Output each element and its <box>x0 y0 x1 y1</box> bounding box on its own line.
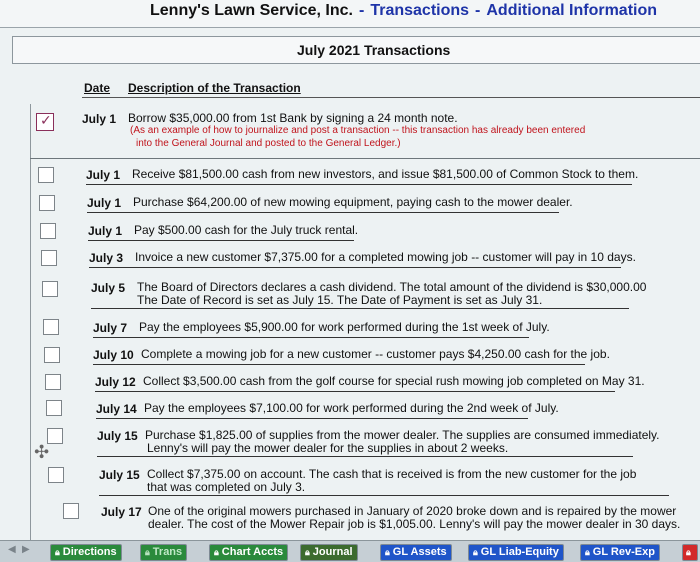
tab-trans[interactable] <box>140 544 187 561</box>
tab-gl-liab-equity[interactable] <box>468 544 564 561</box>
lock-icon: 🔒︎ <box>305 547 310 557</box>
transaction-date: July 17 <box>101 505 142 519</box>
transaction-checkbox[interactable] <box>44 347 60 363</box>
transaction-description: Collect $7,375.00 on account. The cash that is received is from the new customer for the job <box>147 467 637 481</box>
month-band <box>12 36 700 64</box>
transaction-date: July 1 <box>87 196 122 210</box>
transaction-checkbox[interactable] <box>40 223 56 239</box>
transaction-checkbox[interactable] <box>63 503 79 519</box>
row-underline <box>88 240 354 241</box>
transaction-description: Pay the employees $7,100.00 for work performed during the 2nd week of July. <box>144 401 559 415</box>
transaction-date: July 1 <box>88 224 123 238</box>
lock-icon: 🔒︎ <box>385 547 390 557</box>
lock-icon: 🔒︎ <box>214 547 219 557</box>
transaction-description: Pay the employees $5,900.00 for work performed during the 1st week of July. <box>139 320 550 334</box>
transaction-description: Purchase $64,200.00 of new mowing equipment, paying cash to the mower dealer. <box>133 195 573 209</box>
tab-label: Trans <box>152 546 183 558</box>
transaction-date: July 15 <box>97 429 138 443</box>
example-note: (As an example of how to journalize and post a transaction -- this transaction has already been entered <box>130 125 586 136</box>
transaction-date: July 3 <box>89 251 124 265</box>
transaction-checkbox[interactable] <box>41 250 57 266</box>
tab-label: GL Assets <box>392 546 447 558</box>
row-underline <box>87 212 559 213</box>
tab-chart-accts[interactable] <box>209 544 288 561</box>
title-separator: - <box>475 2 481 19</box>
tab-directions[interactable] <box>50 544 122 561</box>
transaction-date: July 7 <box>93 321 128 335</box>
row-underline <box>95 391 615 392</box>
example-description: Borrow $35,000.00 from 1st Bank by signing a 24 month note. <box>128 111 458 125</box>
lock-icon: 🔒︎ <box>145 547 150 557</box>
title-separator: - <box>359 2 365 19</box>
tab-label: Journal <box>312 546 353 558</box>
title-additional-information: Additional Information <box>486 2 658 19</box>
sheet-tab-bar <box>0 540 700 562</box>
description-column-header: Description of the Transaction <box>128 81 301 95</box>
month-title: July 2021 Transactions <box>297 42 451 58</box>
title-transactions: Transactions <box>370 2 470 19</box>
tab-locked-extra[interactable] <box>682 544 698 561</box>
tab-gl-rev-exp[interactable] <box>580 544 660 561</box>
transaction-description: The Board of Directors declares a cash dividend. The total amount of the dividend is $30,000.00 <box>137 280 647 294</box>
tab-label: Directions <box>62 546 117 558</box>
row-underline <box>97 456 633 457</box>
transaction-description: Receive $81,500.00 cash from new investors, and issue $81,500.00 of Common Stock to them. <box>132 167 639 181</box>
checkmark-icon: ✓ <box>40 112 52 128</box>
transaction-checkbox[interactable] <box>46 400 62 416</box>
transaction-description: Collect $3,500.00 cash from the golf course for special rush mowing job completed on May 31. <box>143 374 645 388</box>
move-cursor-icon: ✣ <box>34 442 50 462</box>
lock-icon: 🔒︎ <box>473 547 478 557</box>
transaction-description: The Date of Record is set as July 15. The Date of Payment is set as July 31. <box>137 293 543 307</box>
transaction-date: July 15 <box>99 468 140 482</box>
tab-gl-assets[interactable] <box>380 544 452 561</box>
transaction-checkbox[interactable] <box>39 195 55 211</box>
transaction-date: July 1 <box>86 168 121 182</box>
row-underline <box>91 308 629 309</box>
transaction-description: that was completed on July 3. <box>147 480 306 494</box>
transaction-checkbox[interactable] <box>38 167 54 183</box>
transaction-description: Purchase $1,825.00 of supplies from the mower dealer. The supplies are consumed immediately. <box>145 428 660 442</box>
row-divider <box>30 158 700 159</box>
transaction-description: Complete a mowing job for a new customer -- customer pays $4,250.00 cash for the job. <box>141 347 610 361</box>
transaction-description: Invoice a new customer $7,375.00 for a completed mowing job -- customer will pay in 10 days. <box>135 250 636 264</box>
transaction-checkbox[interactable] <box>48 467 64 483</box>
tab-label: Chart Accts <box>221 546 284 558</box>
tab-label: GL Liab-Equity <box>480 546 559 558</box>
lock-icon: 🔒︎ <box>585 547 590 557</box>
transaction-description: dealer. The cost of the Mower Repair job is $1,005.00. Lenny's will pay the mower dealer in 30 days. <box>148 517 681 531</box>
row-underline <box>89 267 621 268</box>
transaction-description: Lenny's will pay the mower dealer for the supplies in about 2 weeks. <box>147 441 509 455</box>
transaction-checkbox[interactable] <box>45 374 61 390</box>
transaction-date: July 5 <box>91 281 126 295</box>
transaction-description: One of the original mowers purchased in January of 2020 broke down and is repaired by the mower <box>148 504 677 518</box>
transaction-date: July 14 <box>96 402 137 416</box>
company-name: Lenny's Lawn Service, Inc. <box>150 2 353 19</box>
scroll-right-icon[interactable]: ▶ <box>22 544 30 555</box>
example-checkbox[interactable] <box>36 113 54 131</box>
scroll-left-icon[interactable]: ◀ <box>8 544 16 555</box>
title-row <box>0 0 700 28</box>
lock-icon: 🔒︎ <box>55 547 60 557</box>
row-underline <box>96 418 528 419</box>
row-underline <box>93 364 585 365</box>
example-date: July 1 <box>82 112 117 126</box>
page-title <box>150 2 657 20</box>
transaction-checkbox[interactable] <box>43 319 59 335</box>
transaction-description: Pay $500.00 cash for the July truck rental. <box>134 223 359 237</box>
transaction-checkbox[interactable] <box>42 281 58 297</box>
header-rule <box>82 97 700 98</box>
example-note: into the General Journal and posted to the General Ledger.) <box>136 138 401 149</box>
transaction-checkbox[interactable] <box>47 428 63 444</box>
lock-icon: 🔒︎ <box>686 547 691 557</box>
date-column-header: Date <box>84 81 111 95</box>
tab-journal[interactable] <box>300 544 358 561</box>
tab-label: GL Rev-Exp <box>592 546 655 558</box>
transaction-date: July 10 <box>93 348 134 362</box>
transaction-date: July 12 <box>95 375 136 389</box>
row-underline <box>86 184 632 185</box>
row-underline <box>99 495 669 496</box>
row-underline <box>93 337 529 338</box>
